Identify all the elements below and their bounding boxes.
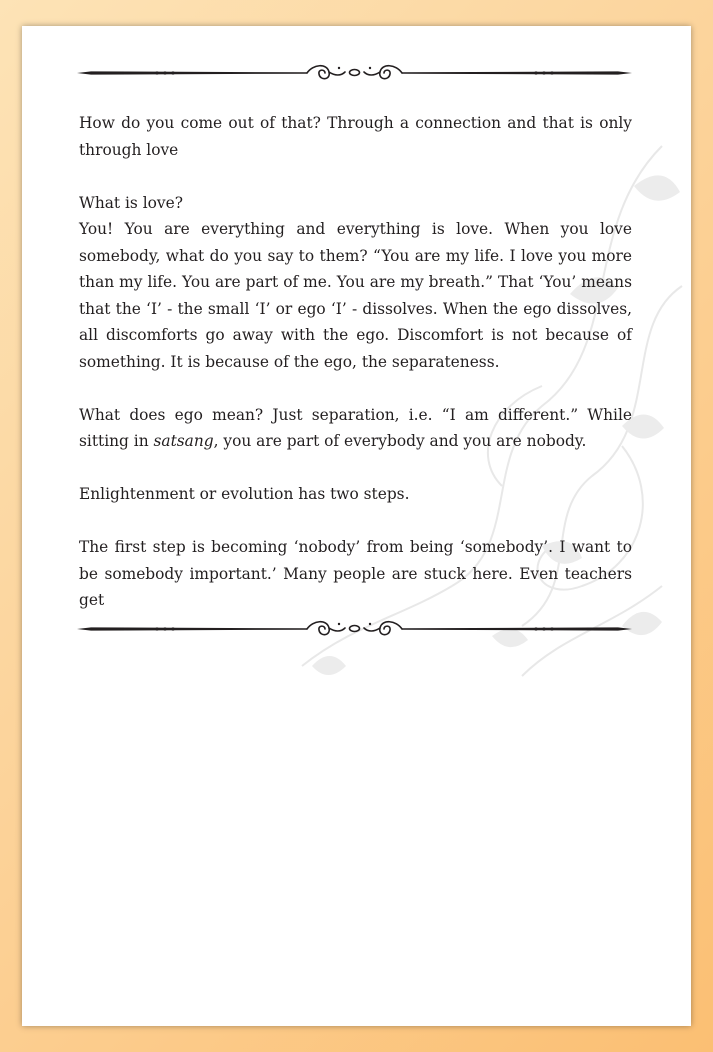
book-text bbox=[79, 110, 632, 640]
ego-meaning-text-before: What does ego mean? Just separation, i.e. “I am different.” While sitting in bbox=[79, 405, 632, 450]
ornamental-divider-top-icon bbox=[77, 60, 632, 86]
paragraph-you-everything: You! You are everything and everything is love. When you love somebody, what do you say to them? “You are my life. I love you more than my life. You are part of me. You are my breath.” That ‘You’ means that the ‘I’ - the small ‘I’ or ego ‘I’ - dissolves. When the ego dissolves, all discomforts go away with the ego. Discomfort is not because of something. It is because of the ego, the separateness. bbox=[79, 220, 632, 371]
book-page bbox=[22, 26, 691, 1026]
paragraph-question-love: What is love? bbox=[79, 193, 183, 212]
paragraph-ego-meaning bbox=[79, 402, 632, 455]
ornamental-divider-bottom-icon bbox=[77, 616, 632, 642]
paragraph-two-steps: Enlightenment or evolution has two steps. bbox=[79, 485, 410, 503]
paragraph-connection: How do you come out of that? Through a connection and that is only through love bbox=[79, 114, 632, 159]
paragraph-first-step: The first step is becoming ‘nobody’ from being ‘somebody’. I want to be somebody important.’ Many people are stuck here. Even teachers get bbox=[79, 538, 632, 609]
ego-meaning-text-after: , you are part of everybody and you are nobody. bbox=[213, 432, 587, 450]
satsang-italic: satsang bbox=[153, 432, 214, 450]
